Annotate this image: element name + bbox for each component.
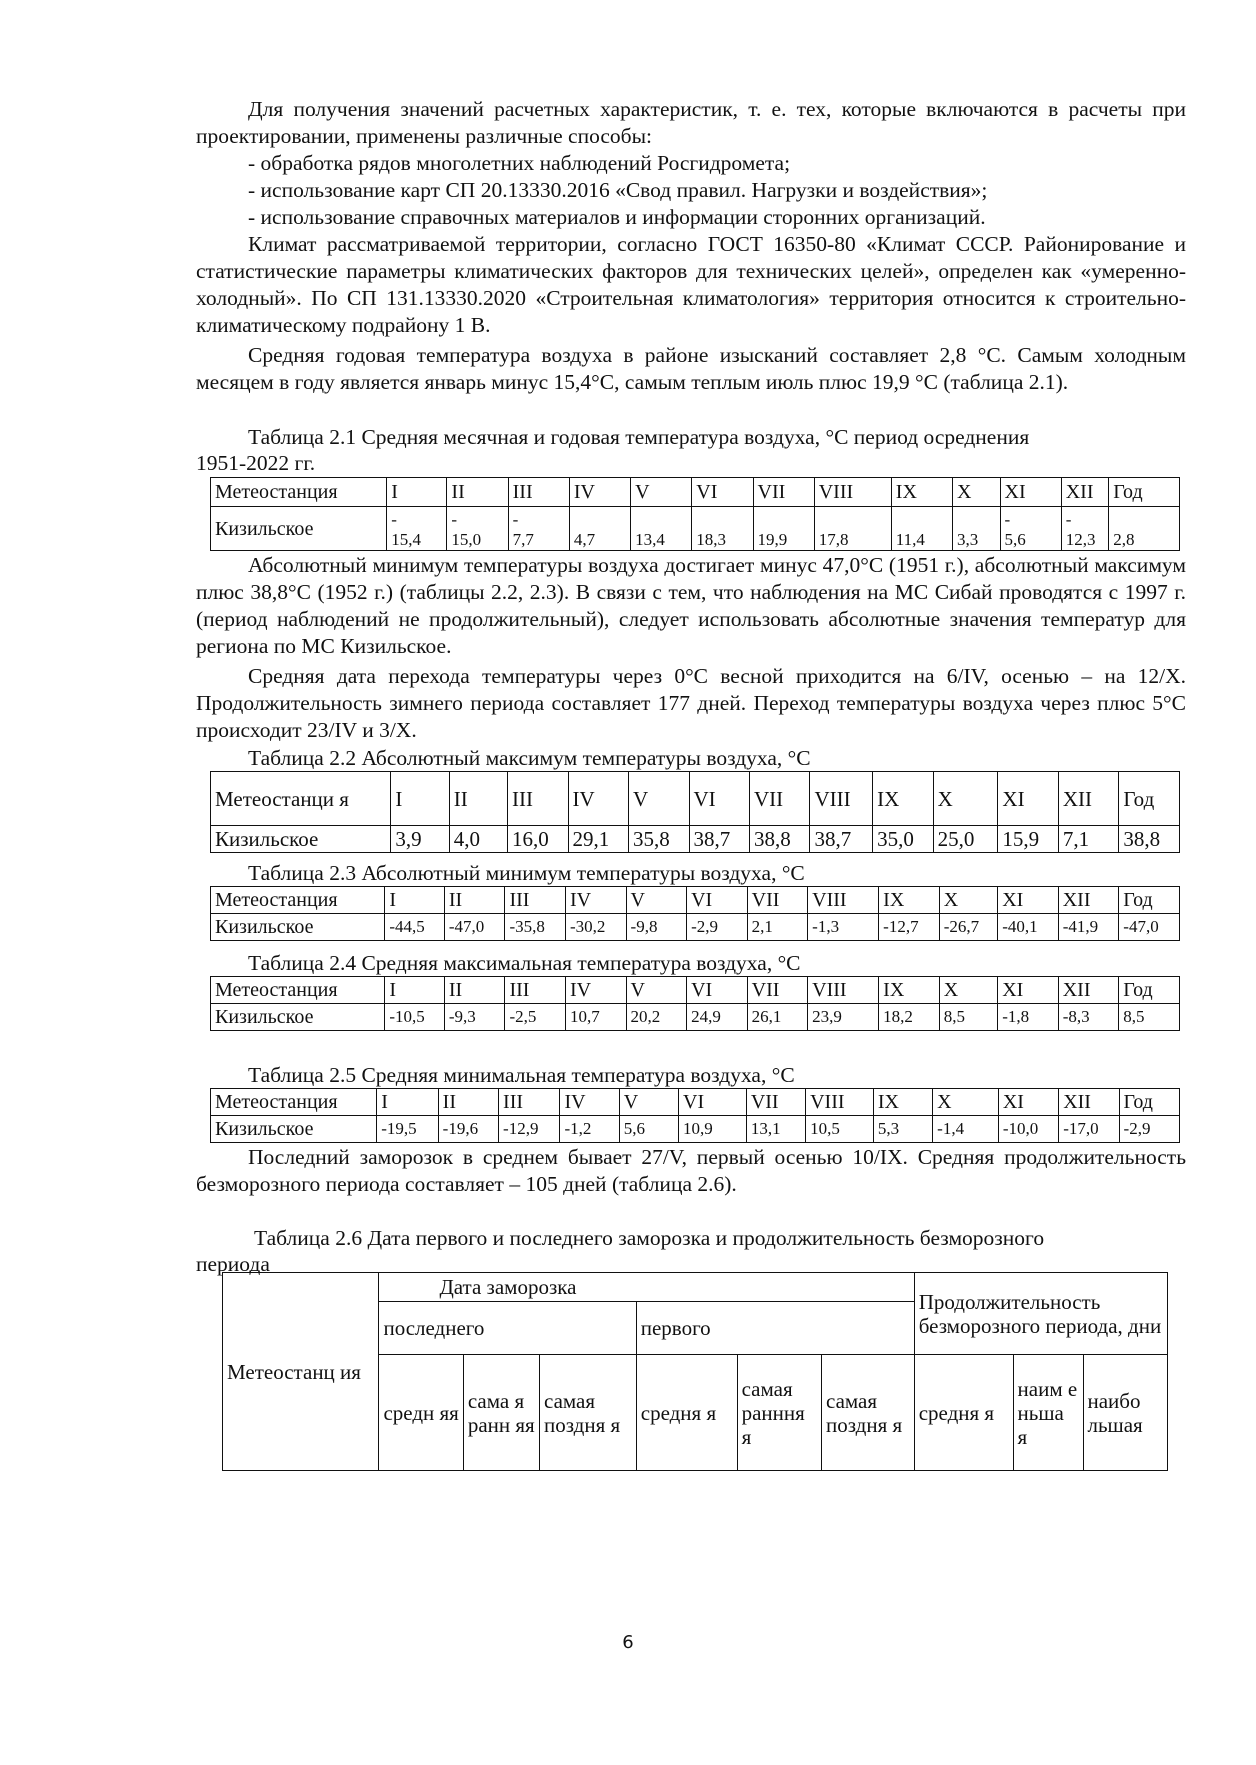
temperature-cell: 3,3 [953, 507, 1001, 551]
station-header: Метеостанци я [211, 772, 391, 826]
temperature-cell: -9,8 [626, 914, 687, 941]
temperature-cell: -10,0 [998, 1116, 1058, 1143]
table-2-4 [210, 976, 1180, 1031]
table-row [211, 507, 1180, 551]
month-header: VII [747, 977, 808, 1004]
temperature-cell: 20,2 [626, 1004, 687, 1031]
month-header: XI [998, 887, 1059, 914]
table-header-row [211, 887, 1180, 914]
temperature-cell: -2,9 [1119, 1116, 1179, 1143]
month-header: VII [746, 1089, 805, 1116]
temperature-cell: -1,2 [560, 1116, 619, 1143]
table-row [211, 826, 1180, 853]
paragraph-climate: Климат рассматриваемой территории, согласно ГОСТ 16350-80 «Климат СССР. Районирование и статистические параметры климатических факторов для технических целей», определен как «умеренно-холодный». По СП 131.13330.2020 «Строительная климатология» территория относится к строительно-климатическому подрайону 1 В. [196, 232, 1186, 337]
temperature-cell: -1,8 [998, 1004, 1059, 1031]
temperature-cell: 10,9 [679, 1116, 747, 1143]
subheader-cell: сама я ранн яя [463, 1355, 539, 1471]
temperature-cell: - 15,4 [387, 507, 447, 551]
month-header: Год [1109, 478, 1180, 507]
temperature-cell: 19,9 [753, 507, 814, 551]
table-2-1 [210, 477, 1180, 551]
temperature-cell: -2,9 [687, 914, 748, 941]
temperature-cell: 38,7 [689, 826, 749, 853]
temperature-cell: -12,9 [499, 1116, 560, 1143]
duration-header: Продолжительность безморозного периода, дни [914, 1273, 1167, 1355]
temperature-cell: 13,1 [746, 1116, 805, 1143]
month-header: X [953, 478, 1001, 507]
table-header-row [211, 772, 1180, 826]
temperature-cell: 35,0 [873, 826, 933, 853]
month-header: VIII [808, 887, 879, 914]
month-header: VI [687, 887, 748, 914]
station-header: Метеостанция [211, 478, 387, 507]
month-header: VI [689, 772, 749, 826]
month-header: IX [891, 478, 952, 507]
table-2-6-caption: Таблица 2.6 Дата первого и последнего заморозка и продолжительность безморозного [254, 1226, 1045, 1250]
temperature-cell: 7,1 [1058, 826, 1118, 853]
month-header: IV [565, 977, 626, 1004]
temperature-cell: -8,3 [1058, 1004, 1119, 1031]
month-header: Год [1119, 887, 1180, 914]
month-header: XI [998, 977, 1059, 1004]
subheader-cell: наим е ньша я [1013, 1355, 1083, 1471]
subheader-cell: самая ранння я [737, 1355, 821, 1471]
month-header: XI [998, 772, 1058, 826]
bullet-3: - использование справочных материалов и информации сторонних организаций. [248, 205, 986, 229]
temperature-cell: 24,9 [687, 1004, 748, 1031]
month-header: VI [687, 977, 748, 1004]
temperature-cell: -40,1 [998, 914, 1059, 941]
month-header: IX [879, 887, 940, 914]
temperature-cell: 5,3 [873, 1116, 932, 1143]
month-header: III [499, 1089, 560, 1116]
month-header: Год [1119, 772, 1180, 826]
month-header: I [385, 887, 445, 914]
temperature-cell: -44,5 [385, 914, 445, 941]
month-header: VI [692, 478, 753, 507]
temperature-cell: - 12,3 [1061, 507, 1109, 551]
temperature-cell: 4,7 [569, 507, 630, 551]
month-header: XII [1058, 977, 1119, 1004]
temperature-cell: 11,4 [891, 507, 952, 551]
station-header: Метеостанция [211, 1089, 377, 1116]
month-header: XII [1059, 1089, 1119, 1116]
temperature-cell: 35,8 [629, 826, 689, 853]
table-row [211, 1004, 1180, 1031]
paragraph-absolute: Абсолютный минимум температуры воздуха достигает минус 47,0°С (1951 г.), абсолютный максимум плюс 38,8°С (1952 г.) (таблицы 2.2, 2.3). В связи с тем, что наблюдения на МС Сибай проводятся с 1997 г. (период наблюдений не продолжительный), следует использовать абсолютные значения температур для региона по МС Кизильское. [196, 553, 1186, 658]
temperature-cell: 25,0 [933, 826, 998, 853]
month-header: Год [1119, 1089, 1179, 1116]
month-header: IX [879, 977, 940, 1004]
temperature-cell: 10,7 [565, 1004, 626, 1031]
month-header: V [629, 772, 689, 826]
subheader-cell: наибо льшая [1083, 1355, 1168, 1471]
temperature-cell: 29,1 [568, 826, 628, 853]
month-header: XII [1058, 772, 1118, 826]
temperature-cell: -2,5 [505, 1004, 566, 1031]
month-header: VII [749, 772, 809, 826]
table-2-2 [210, 771, 1180, 853]
temperature-cell: - 5,6 [1000, 507, 1061, 551]
month-header: II [449, 772, 507, 826]
station-header: Метеостанция [211, 977, 385, 1004]
table-header-row [211, 478, 1180, 507]
page-number: 6 [622, 1632, 634, 1653]
month-header: II [444, 977, 505, 1004]
temperature-cell: -1,3 [808, 914, 879, 941]
temperature-cell: -1,4 [933, 1116, 999, 1143]
month-header: X [933, 772, 998, 826]
temperature-cell: -35,8 [505, 914, 566, 941]
temperature-cell: -17,0 [1059, 1116, 1119, 1143]
month-header: III [508, 772, 568, 826]
table-2-4-caption: Таблица 2.4 Средняя максимальная температура воздуха, °С [248, 951, 801, 975]
subheader-cell: средн яя [379, 1355, 463, 1471]
month-header: X [939, 977, 997, 1004]
temperature-cell: 17,8 [814, 507, 891, 551]
temperature-cell: 2,1 [747, 914, 808, 941]
month-header: VI [679, 1089, 747, 1116]
month-header: XII [1061, 478, 1109, 507]
temperature-cell: -30,2 [565, 914, 626, 941]
table-2-6-caption-cont: периода [196, 1252, 270, 1276]
table-header-row [211, 977, 1180, 1004]
table-header-row [223, 1273, 1168, 1302]
month-header: IX [873, 1089, 932, 1116]
station-header: Метеостанция [211, 887, 385, 914]
temperature-cell: 5,6 [619, 1116, 678, 1143]
subheader-cell: средня я [914, 1355, 1013, 1471]
temperature-cell: 8,5 [939, 1004, 997, 1031]
month-header: V [619, 1089, 678, 1116]
month-header: IV [569, 478, 630, 507]
month-header: VIII [810, 772, 873, 826]
table-row [211, 914, 1180, 941]
temperature-cell: 16,0 [508, 826, 568, 853]
station-name: Кизильское [211, 826, 391, 853]
table-row [211, 1116, 1180, 1143]
temperature-cell: 10,5 [806, 1116, 874, 1143]
table-2-3 [210, 886, 1180, 941]
month-header: III [505, 977, 566, 1004]
last-frost-header: последнего [379, 1302, 636, 1355]
table-2-3-caption: Таблица 2.3 Абсолютный минимум температуры воздуха, °С [248, 861, 805, 885]
temperature-cell: 3,9 [391, 826, 449, 853]
temperature-cell: 23,9 [808, 1004, 879, 1031]
temperature-cell: 38,8 [749, 826, 809, 853]
month-header: VIII [808, 977, 879, 1004]
month-header: X [933, 1089, 999, 1116]
temperature-cell: -47,0 [1119, 914, 1180, 941]
month-header: III [508, 478, 569, 507]
temperature-cell: 4,0 [449, 826, 507, 853]
table-2-1-caption: Таблица 2.1 Средняя месячная и годовая температура воздуха, °С период осреднения [248, 425, 1030, 449]
subheader-cell: самая поздня я [822, 1355, 915, 1471]
month-header: VII [747, 887, 808, 914]
temperature-cell: 8,5 [1119, 1004, 1180, 1031]
month-header: Год [1119, 977, 1180, 1004]
paragraph-intro: Для получения значений расчетных характеристик, т. е. тех, которые включаются в расчеты при проектировании, применены различные способы: [196, 97, 1186, 148]
temperature-cell: -47,0 [444, 914, 505, 941]
month-header: XI [1000, 478, 1061, 507]
table-2-2-caption: Таблица 2.2 Абсолютный максимум температуры воздуха, °С [248, 746, 811, 770]
month-header: IX [873, 772, 933, 826]
subheader-cell: средня я [636, 1355, 737, 1471]
subheader-cell: самая поздня я [540, 1355, 637, 1471]
month-header: VIII [814, 478, 891, 507]
station-name: Кизильское [211, 914, 385, 941]
first-frost-header: первого [636, 1302, 914, 1355]
month-header: V [626, 887, 687, 914]
temperature-cell: - 7,7 [508, 507, 569, 551]
month-header: I [387, 478, 447, 507]
station-header: Метеостанц ия [223, 1273, 379, 1471]
month-header: VIII [806, 1089, 874, 1116]
temperature-cell: - 15,0 [447, 507, 508, 551]
paragraph-frost: Последний заморозок в среднем бывает 27/V, первый осенью 10/IX. Средняя продолжительность безморозного периода составляет – 105 дней (таблица 2.6). [196, 1145, 1186, 1196]
paragraph-mean-temp: Средняя годовая температура воздуха в районе изысканий составляет 2,8 °С. Самым холодным месяцем в году является январь минус 15,4°С, самым теплым июль плюс 19,9 °С (таблица 2.1). [196, 343, 1186, 394]
table-2-6 [222, 1272, 1168, 1471]
temperature-cell: -10,5 [385, 1004, 445, 1031]
temperature-cell: 38,7 [810, 826, 873, 853]
table-2-5-caption: Таблица 2.5 Средняя минимальная температура воздуха, °С [248, 1063, 795, 1087]
temperature-cell: -9,3 [444, 1004, 505, 1031]
month-header: V [631, 478, 692, 507]
temperature-cell: -19,6 [438, 1116, 498, 1143]
temperature-cell: -26,7 [939, 914, 997, 941]
month-header: V [626, 977, 687, 1004]
temperature-cell: -41,9 [1058, 914, 1119, 941]
month-header: II [447, 478, 508, 507]
temperature-cell: 13,4 [631, 507, 692, 551]
paragraph-transition: Средняя дата перехода температуры через 0°С весной приходится на 6/IV, осенью – на 12/X. Продолжительность зимнего периода составляет 177 дней. Переход температуры воздуха через плюс 5°С происходит 23/IV и 3/X. [196, 664, 1186, 742]
month-header: I [377, 1089, 438, 1116]
station-name: Кизильское [211, 507, 387, 551]
temperature-cell: 18,3 [692, 507, 753, 551]
temperature-cell: 2,8 [1109, 507, 1180, 551]
month-header: VII [753, 478, 814, 507]
bullet-2: - использование карт СП 20.13330.2016 «Свод правил. Нагрузки и воздействия»; [248, 178, 988, 202]
station-name: Кизильское [211, 1004, 385, 1031]
date-header: Дата заморозка [379, 1273, 914, 1302]
month-header: I [391, 772, 449, 826]
month-header: XII [1058, 887, 1119, 914]
temperature-cell: 18,2 [879, 1004, 940, 1031]
bullet-1: - обработка рядов многолетних наблюдений Росгидромета; [248, 151, 791, 175]
temperature-cell: 38,8 [1119, 826, 1180, 853]
month-header: IV [560, 1089, 619, 1116]
temperature-cell: 15,9 [998, 826, 1058, 853]
month-header: X [939, 887, 997, 914]
table-header-row [211, 1089, 1180, 1116]
month-header: III [505, 887, 566, 914]
month-header: IV [565, 887, 626, 914]
temperature-cell: -12,7 [879, 914, 940, 941]
month-header: II [438, 1089, 498, 1116]
month-header: IV [568, 772, 628, 826]
month-header: II [444, 887, 505, 914]
table-2-1-caption-period: 1951-2022 гг. [196, 451, 316, 475]
temperature-cell: -19,5 [377, 1116, 438, 1143]
temperature-cell: 26,1 [747, 1004, 808, 1031]
month-header: I [385, 977, 445, 1004]
station-name: Кизильское [211, 1116, 377, 1143]
month-header: XI [998, 1089, 1058, 1116]
table-2-5 [210, 1088, 1180, 1143]
